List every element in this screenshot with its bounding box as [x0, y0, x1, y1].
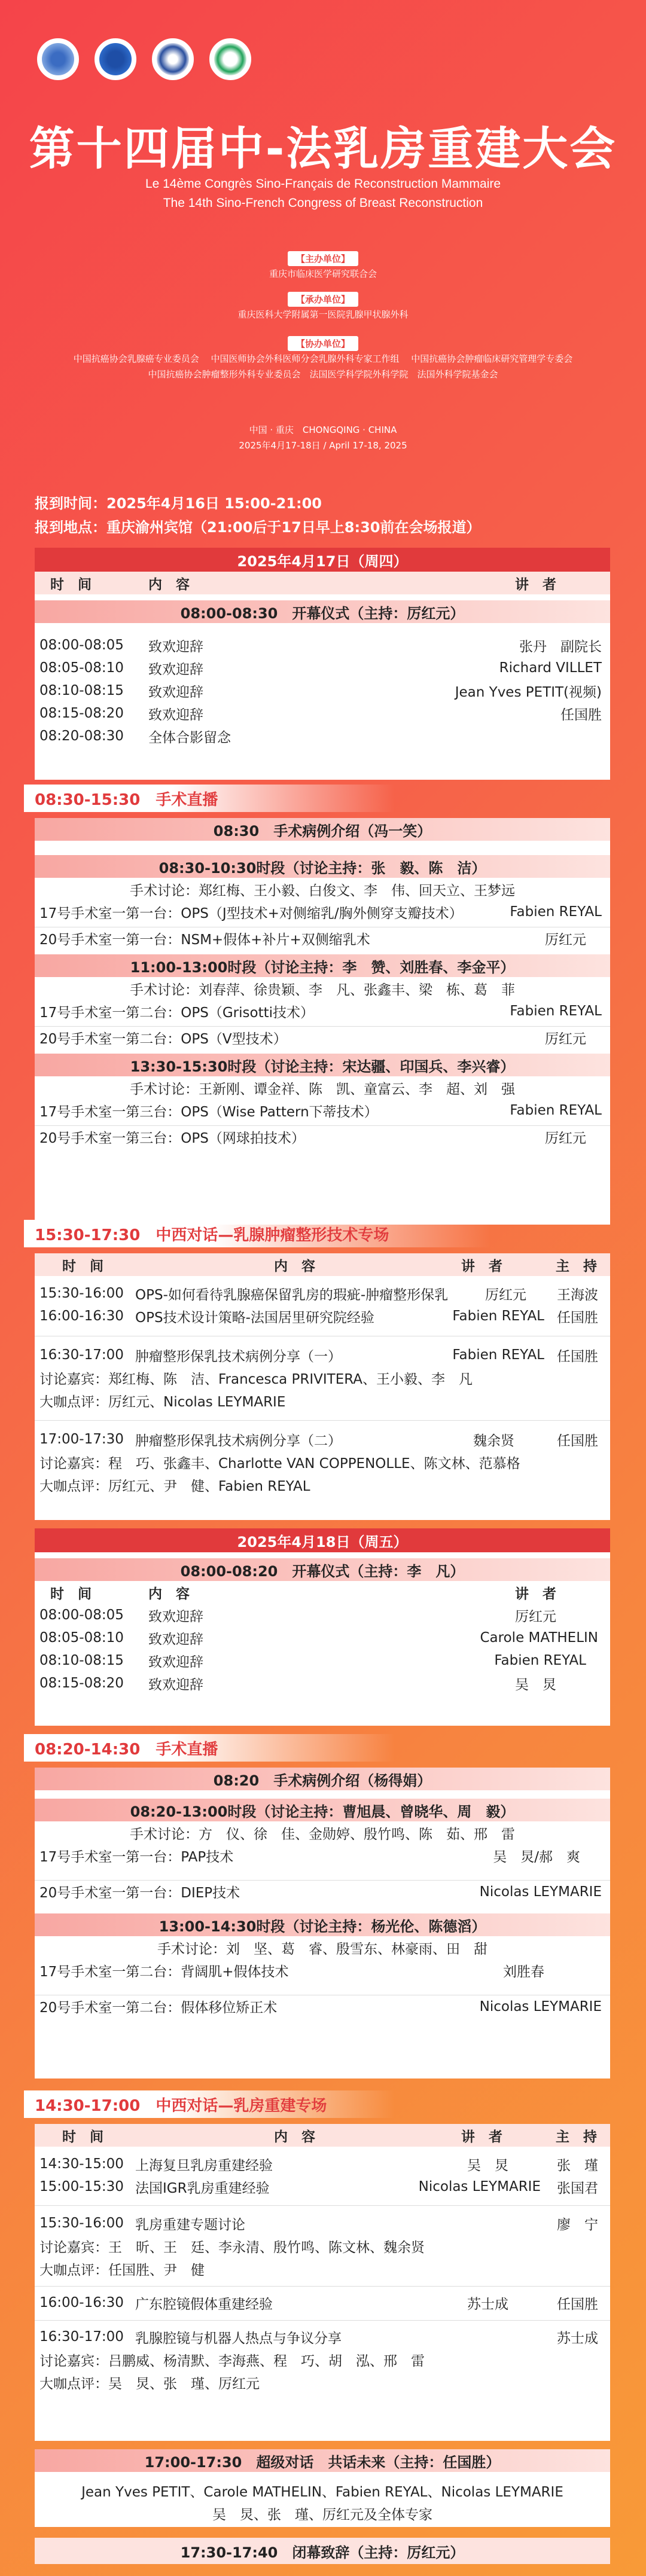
guests: 讨论嘉宾：郑红梅、陈 洁、Francesca PRIVITERA、王小毅、李 凡	[39, 1371, 473, 1387]
content: 上海复旦乳房重建经验	[135, 2157, 273, 2174]
col-content: 内 容	[148, 576, 190, 593]
surgery-card-2	[35, 1768, 610, 2078]
time: 16:30-17:00	[39, 2329, 124, 2345]
host: 张 瑾	[557, 2157, 598, 2174]
content: 致欢迎辞	[148, 1609, 203, 1625]
col-time: 时 间	[62, 1258, 103, 1274]
time: 16:30-17:00	[39, 1347, 124, 1363]
section-dialogue-1: 15:30-17:30 中西对话—乳腺肿瘤整形技术专场	[24, 1220, 490, 1247]
content: 广东腔镜假体重建经验	[135, 2296, 273, 2312]
speaker: Fabien REYAL	[494, 1653, 586, 1668]
col-host: 主 持	[556, 1258, 597, 1274]
organizer-tag: 【承办单位】	[288, 292, 358, 307]
slot-3: 13:30-15:30时段（讨论主持：宋达疆、印国兵、李兴睿）	[35, 1054, 610, 1076]
guests: 讨论嘉宾：吕鹏威、杨清默、李海燕、程 巧、胡 泓、邢 雷	[39, 2353, 425, 2369]
col-speaker: 讲 者	[461, 2129, 502, 2145]
time: 08:05-08:10	[39, 660, 124, 676]
subtitle-en: The 14th Sino-French Congress of Breast Reconstruction	[163, 196, 483, 210]
host: 张国君	[557, 2180, 598, 2196]
day1-opening-card	[35, 572, 610, 780]
opening-ceremony-2: 08:00-08:20 开幕仪式（主持：李 凡）	[35, 1558, 610, 1581]
slot-4: 08:20-13:00时段（讨论主持：曹旭晨、曾晓华、周 毅）	[35, 1799, 610, 1821]
col-time: 时 间	[50, 576, 92, 593]
col-content: 内 容	[148, 1586, 190, 1602]
case-intro-2: 08:20 手术病例介绍（杨得娟）	[35, 1768, 610, 1790]
speaker: Fabien REYAL	[452, 1308, 544, 1324]
col-time: 时 间	[50, 1586, 92, 1602]
logo-1	[37, 38, 79, 80]
slot-5: 13:00-14:30时段（讨论主持：杨光伦、陈德滔）	[35, 1913, 610, 1936]
speaker: 苏士成	[467, 2296, 508, 2312]
host: 廖 宁	[557, 2217, 598, 2233]
summary-speakers-2: 吴 炅、张 瑾、厉红元及全体专家	[212, 2507, 432, 2523]
speaker: 厉红元	[545, 1131, 586, 1146]
time: 08:00-08:05	[39, 1607, 124, 1623]
day1-header: 2025年4月17日（周四）	[35, 548, 610, 572]
col-content: 内 容	[274, 1258, 315, 1274]
content: 17号手术室一第二台：背阔肌+假体技术	[39, 1964, 289, 1980]
dialogue-card-1	[35, 1253, 610, 1520]
discussion-1: 手术讨论：郑红梅、王小毅、白俊文、李 伟、回天立、王梦远	[130, 883, 515, 899]
speaker: Fabien REYAL	[510, 904, 602, 920]
content: 致欢迎辞	[148, 639, 203, 655]
col-speaker: 讲 者	[461, 1258, 502, 1274]
dialogue-card-2	[35, 2124, 610, 2441]
content: 致欢迎辞	[148, 684, 203, 700]
speaker: 吴 炅	[467, 2157, 508, 2174]
speaker: Fabien REYAL	[452, 1347, 544, 1363]
co-organizer-line2: 中国抗癌协会肿瘤整形外科专业委员会 法国医学科学院外科学院 法国外科学院基金会	[148, 369, 498, 380]
col-host: 主 持	[556, 2129, 597, 2145]
speaker: Fabien REYAL	[510, 1103, 602, 1118]
discussion-3: 手术讨论：王新刚、谭金祥、陈 凯、童富云、李 超、刘 强	[130, 1081, 515, 1097]
time: 14:30-15:00	[39, 2156, 124, 2172]
speaker: Richard VILLET	[499, 660, 602, 676]
location: 中国 · 重庆 CHONGQING · CHINA	[249, 425, 397, 435]
summary-speakers-1: Jean Yves PETIT、Carole MATHELIN、Fabien REYAL、Nicolas LEYMARIE	[81, 2484, 563, 2500]
speaker: 厉红元	[545, 932, 586, 948]
content: 致欢迎辞	[148, 1677, 203, 1693]
closing-remarks: 17:30-17:40 闭幕致辞（主持：厉红元）	[35, 2538, 610, 2564]
content: 肿瘤整形保乳技术病例分享（一）	[135, 1348, 342, 1365]
time: 16:00-16:30	[39, 2295, 124, 2311]
content: 致欢迎辞	[148, 661, 203, 677]
content: OPS技术设计策略-法国居里研究院经验	[135, 1310, 374, 1326]
time: 08:10-08:15	[39, 683, 124, 698]
logo-3	[152, 38, 194, 80]
content: 17号手术室一第一台：OPS（J型技术+对侧缩乳/胸外侧穿支瓣技术）	[39, 905, 463, 921]
host: 苏士成	[557, 2330, 598, 2346]
time: 08:15-08:20	[39, 706, 124, 721]
content: 17号手术室一第三台：OPS（Wise Pattern下蒂技术）	[39, 1104, 378, 1120]
comments: 大咖点评：厉红元、Nicolas LEYMARIE	[39, 1394, 286, 1410]
discussion-5: 手术讨论：刘 坚、葛 睿、殷雪东、林豪雨、田 甜	[157, 1941, 487, 1957]
speaker: 张丹 副院长	[519, 639, 602, 655]
event-dates: 2025年4月17-18日 / April 17-18, 2025	[239, 440, 407, 451]
comments: 大咖点评：任国胜、尹 健	[39, 2262, 205, 2278]
content: 20号手术室一第二台：OPS（V型技术）	[39, 1031, 287, 1047]
discussion-4: 手术讨论：方 仪、徐 佳、金勋婷、殷竹鸣、陈 茹、邢 雷	[130, 1826, 515, 1842]
content: 20号手术室一第二台：假体移位矫正术	[39, 2000, 278, 2016]
section-live-surgery-1: 08:30-15:30 手术直播	[24, 785, 395, 812]
col-time: 时 间	[62, 2129, 103, 2145]
content: 17号手术室一第一台：PAP技术	[39, 1849, 234, 1865]
day2-opening-card	[35, 1552, 610, 1726]
comments: 大咖点评：厉红元、尹 健、Fabien REYAL	[39, 1478, 310, 1494]
content: 致欢迎辞	[148, 1654, 203, 1670]
surgery-card-1	[35, 818, 610, 1225]
speaker: Fabien REYAL	[510, 1003, 602, 1019]
content: 致欢迎辞	[148, 707, 203, 723]
speaker: 厉红元	[515, 1609, 556, 1625]
content: 乳房重建专题讨论	[135, 2217, 245, 2233]
speaker: 吴 炅	[515, 1677, 556, 1693]
comments: 大咖点评：吴 炅、张 瑾、厉红元	[39, 2376, 260, 2392]
speaker: 厉红元	[545, 1031, 586, 1047]
content: 17号手术室一第二台：OPS（Grisotti技术）	[39, 1005, 314, 1021]
content: 20号手术室一第三台：OPS（网球拍技术）	[39, 1131, 305, 1146]
closing-card	[35, 2538, 610, 2564]
host-org: 重庆市临床医学研究联合会	[269, 268, 377, 279]
discussion-2: 手术讨论：刘春萍、徐贵颖、李 凡、张鑫丰、梁 栋、葛 菲	[130, 982, 515, 998]
co-organizer-tag: 【协办单位】	[288, 336, 358, 351]
content: 全体合影留念	[148, 730, 231, 746]
organizer-org: 重庆医科大学附属第一医院乳腺甲状腺外科	[237, 309, 409, 320]
host: 任国胜	[557, 1348, 598, 1365]
speaker: 魏余贤	[473, 1433, 514, 1449]
host: 任国胜	[557, 1433, 598, 1449]
speaker: Carole MATHELIN	[480, 1630, 598, 1646]
speaker: 刘胜春	[503, 1964, 544, 1980]
summary-card	[35, 2449, 610, 2527]
subtitle-fr: Le 14ème Congrès Sino-Français de Reconstruction Mammaire	[145, 177, 501, 191]
speaker: Jean Yves PETIT(视频)	[455, 684, 602, 700]
time: 08:10-08:15	[39, 1653, 124, 1668]
guests: 讨论嘉宾：程 巧、张鑫丰、Charlotte VAN COPPENOLLE、陈文林、范慕格	[39, 1455, 520, 1472]
logo-2	[95, 38, 136, 80]
content: 法国IGR乳房重建经验	[135, 2180, 270, 2196]
speaker: 厉红元	[485, 1287, 526, 1303]
co-organizer-line1: 中国抗癌协会乳腺癌专业委员会 中国医师协会外科医师分会乳腺外科专家工作组 中国抗癌协会肿瘤临床研究管理学专委会	[73, 353, 573, 364]
time: 08:00-08:05	[39, 637, 124, 653]
super-dialogue: 17:00-17:30 超级对话 共话未来（主持：任国胜）	[35, 2449, 610, 2472]
speaker: Nicolas LEYMARIE	[479, 1884, 602, 1900]
content: 致欢迎辞	[148, 1631, 203, 1647]
section-dialogue-2: 14:30-17:00 中西对话—乳房重建专场	[24, 2090, 395, 2118]
content: 20号手术室一第一台：DIEP技术	[39, 1885, 240, 1901]
content: 20号手术室一第一台：NSM+假体+补片+双侧缩乳术	[39, 932, 370, 948]
col-speaker: 讲 者	[515, 1586, 556, 1602]
guests: 讨论嘉宾：王 昕、王 廷、李永清、殷竹鸣、陈文林、魏余贤	[39, 2239, 425, 2255]
col-content: 内 容	[274, 2129, 315, 2145]
time: 08:05-08:10	[39, 1630, 124, 1646]
day2-header: 2025年4月18日（周五）	[35, 1528, 610, 1552]
speaker: Nicolas LEYMARIE	[418, 2179, 541, 2195]
speaker: 吴 炅/郝 爽	[493, 1849, 580, 1865]
time: 08:15-08:20	[39, 1675, 124, 1691]
slot-2: 11:00-13:00时段（讨论主持：李 赞、刘胜春、李金平）	[35, 954, 610, 977]
slot-1: 08:30-10:30时段（讨论主持：张 毅、陈 洁）	[35, 855, 610, 878]
time: 15:00-15:30	[39, 2179, 124, 2195]
host-tag: 【主办单位】	[288, 251, 358, 266]
content: 乳腺腔镜与机器人热点与争议分享	[135, 2330, 342, 2346]
time: 17:00-17:30	[39, 1432, 124, 1447]
logo-4	[209, 38, 251, 80]
time: 15:30-16:00	[39, 2215, 124, 2231]
time: 08:20-08:30	[39, 728, 124, 744]
speaker: 任国胜	[560, 707, 602, 723]
logo-row	[37, 38, 251, 80]
opening-ceremony-1: 08:00-08:30 开幕仪式（主持：厉红元）	[35, 600, 610, 623]
col-speaker: 讲 者	[515, 576, 556, 593]
time: 15:30-16:00	[39, 1286, 124, 1301]
registration-time: 报到时间：2025年4月16日 15:00-21:00	[35, 495, 322, 512]
registration-place: 报到地点：重庆渝州宾馆（21:00后于17日早上8:30前在会场报道）	[35, 519, 481, 536]
case-intro-1: 08:30 手术病例介绍（冯一笑）	[35, 818, 610, 841]
host: 王海波	[557, 1287, 598, 1303]
content: OPS-如何看待乳腺癌保留乳房的瑕疵-肿瘤整形保乳	[135, 1287, 449, 1303]
time: 16:00-16:30	[39, 1308, 124, 1324]
speaker: Nicolas LEYMARIE	[479, 1998, 602, 2015]
content: 肿瘤整形保乳技术病例分享（二）	[135, 1433, 342, 1449]
page-title: 第十四届中-法乳房重建大会	[29, 122, 617, 175]
section-live-surgery-2: 08:20-14:30 手术直播	[24, 1734, 395, 1762]
host: 任国胜	[557, 1310, 598, 1326]
host: 任国胜	[557, 2296, 598, 2312]
